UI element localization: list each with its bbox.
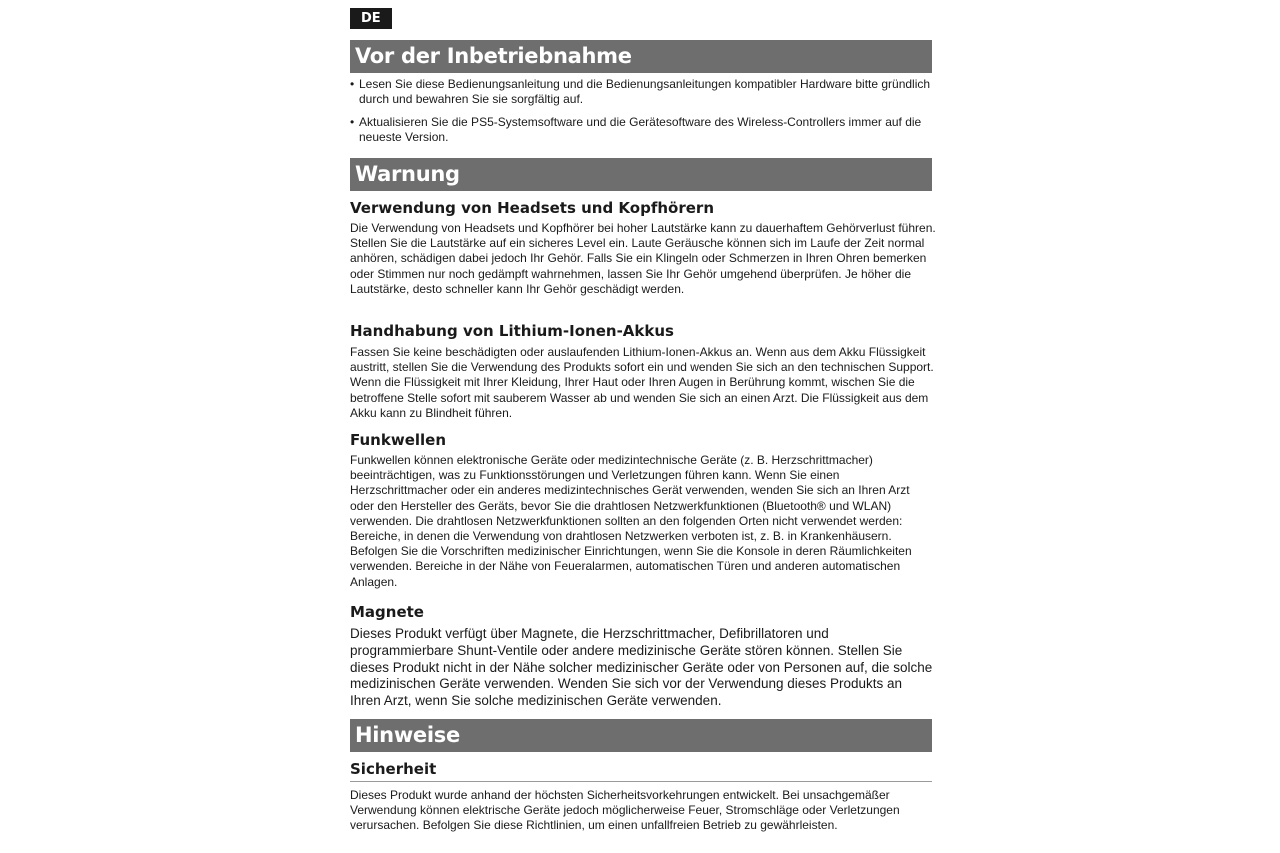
subheading-magnete: Magnete xyxy=(350,603,424,621)
list-item: • Aktualisieren Sie die PS5-Systemsoftware und die Gerätesoftware des Wireless-Controllers immer auf die neueste Version. xyxy=(350,115,922,144)
language-badge: DE xyxy=(350,8,392,29)
paragraph-headsets: Die Verwendung von Headsets und Kopfhörer bei hoher Lautstärke kann zu dauerhaftem Gehörverlust führen. Stellen Sie die Lautstärke auf ein sicheres Level ein. Laute Geräusche können sich im Laufe der Zeit normal anhören, schädigen dabei jedoch Ihr Gehör. Falls Sie ein Klingeln oder Schmerzen in Ihren Ohren bemerken oder Stimmen nur noch gedämpft wahrnehmen, lassen Sie Ihr Gehör umgehend überprüfen. Je höher die Lautstärke, desto schneller kann Ihr Gehör geschädigt werden. xyxy=(350,221,936,296)
bullet-icon: • xyxy=(350,77,355,91)
bullet-icon: • xyxy=(350,115,355,129)
subheading-akkus: Handhabung von Lithium-Ionen-Akkus xyxy=(350,322,674,340)
list-item: • Lesen Sie diese Bedienungsanleitung und die Bedienungsanleitungen kompatibler Hardware bitte gründlich durch und bewahren Sie sie sorgfältig auf. xyxy=(350,77,931,106)
subheading-headsets: Verwendung von Headsets und Kopfhörern xyxy=(350,199,714,217)
subheading-sicherheit: Sicherheit xyxy=(350,760,437,778)
subheading-funkwellen: Funkwellen xyxy=(350,431,446,449)
section-title-hinweise: Hinweise xyxy=(350,719,932,752)
paragraph-magnete: Dieses Produkt verfügt über Magnete, die Herzschrittmacher, Defibrillatoren und programmierbare Shunt-Ventile oder andere medizinische Geräte stören können. Stellen Sie dieses Produkt nicht in der Nähe solcher medizinischer Geräte oder von Personen auf, die solche medizinischen Geräte verwenden. Wenden Sie sich vor der Verwendung dieses Produkts an Ihren Arzt, wenn Sie solche medizinischen Geräte verwenden. xyxy=(350,626,933,709)
paragraph-akkus: Fassen Sie keine beschädigten oder auslaufenden Lithium-Ionen-Akkus an. Wenn aus dem Akku Flüssigkeit austritt, stellen Sie die Verwendung des Produkts sofort ein und wenden Sie sich an den technischen Support. Wenn die Flüssigkeit mit Ihrer Kleidung, Ihrer Haut oder Ihren Augen in Berührung kommt, wischen Sie die betroffene Stelle sofort mit sauberem Wasser ab und wenden Sie sich an einen Arzt. Die Flüssigkeit aus dem Akku kann zu Blindheit führen. xyxy=(350,345,934,420)
paragraph-sicherheit: Dieses Produkt wurde anhand der höchsten Sicherheitsvorkehrungen entwickelt. Bei unsachgemäßer Verwendung können elektrische Geräte jedoch möglicherweise Feuer, Stromschläge oder Verletzungen verursachen. Befolgen Sie diese Richtlinien, um einen unfallfreien Betrieb zu gewährleisten. xyxy=(350,788,900,833)
section-title-inbetriebnahme: Vor der Inbetriebnahme xyxy=(350,40,932,73)
divider xyxy=(350,781,932,782)
paragraph-funkwellen: Funkwellen können elektronische Geräte oder medizintechnische Geräte (z. B. Herzschrittmacher) beeinträchtigen, was zu Funktionsstörungen und Verletzungen führen kann. Wenn Sie einen Herzschrittmacher oder ein anderes medizintechnisches Gerät verwenden, wenden Sie sich an Ihren Arzt oder den Hersteller des Geräts, bevor Sie die drahtlosen Netzwerkfunktionen (Bluetooth® und WLAN) verwenden. Die drahtlosen Netzwerkfunktionen sollten an den folgenden Orten nicht verwendet werden: Bereiche, in denen die Verwendung von drahtlosen Netzwerken verboten ist, z. B. in Krankenhäusern. Befolgen Sie die Vorschriften medizinischer Einrichtungen, wenn Sie die Konsole in deren Räumlichkeiten verwenden. Bereiche in der Nähe von Feueralarmen, automatischen Türen und anderen automatischen Anlagen. xyxy=(350,453,912,589)
section-title-warnung: Warnung xyxy=(350,158,932,191)
